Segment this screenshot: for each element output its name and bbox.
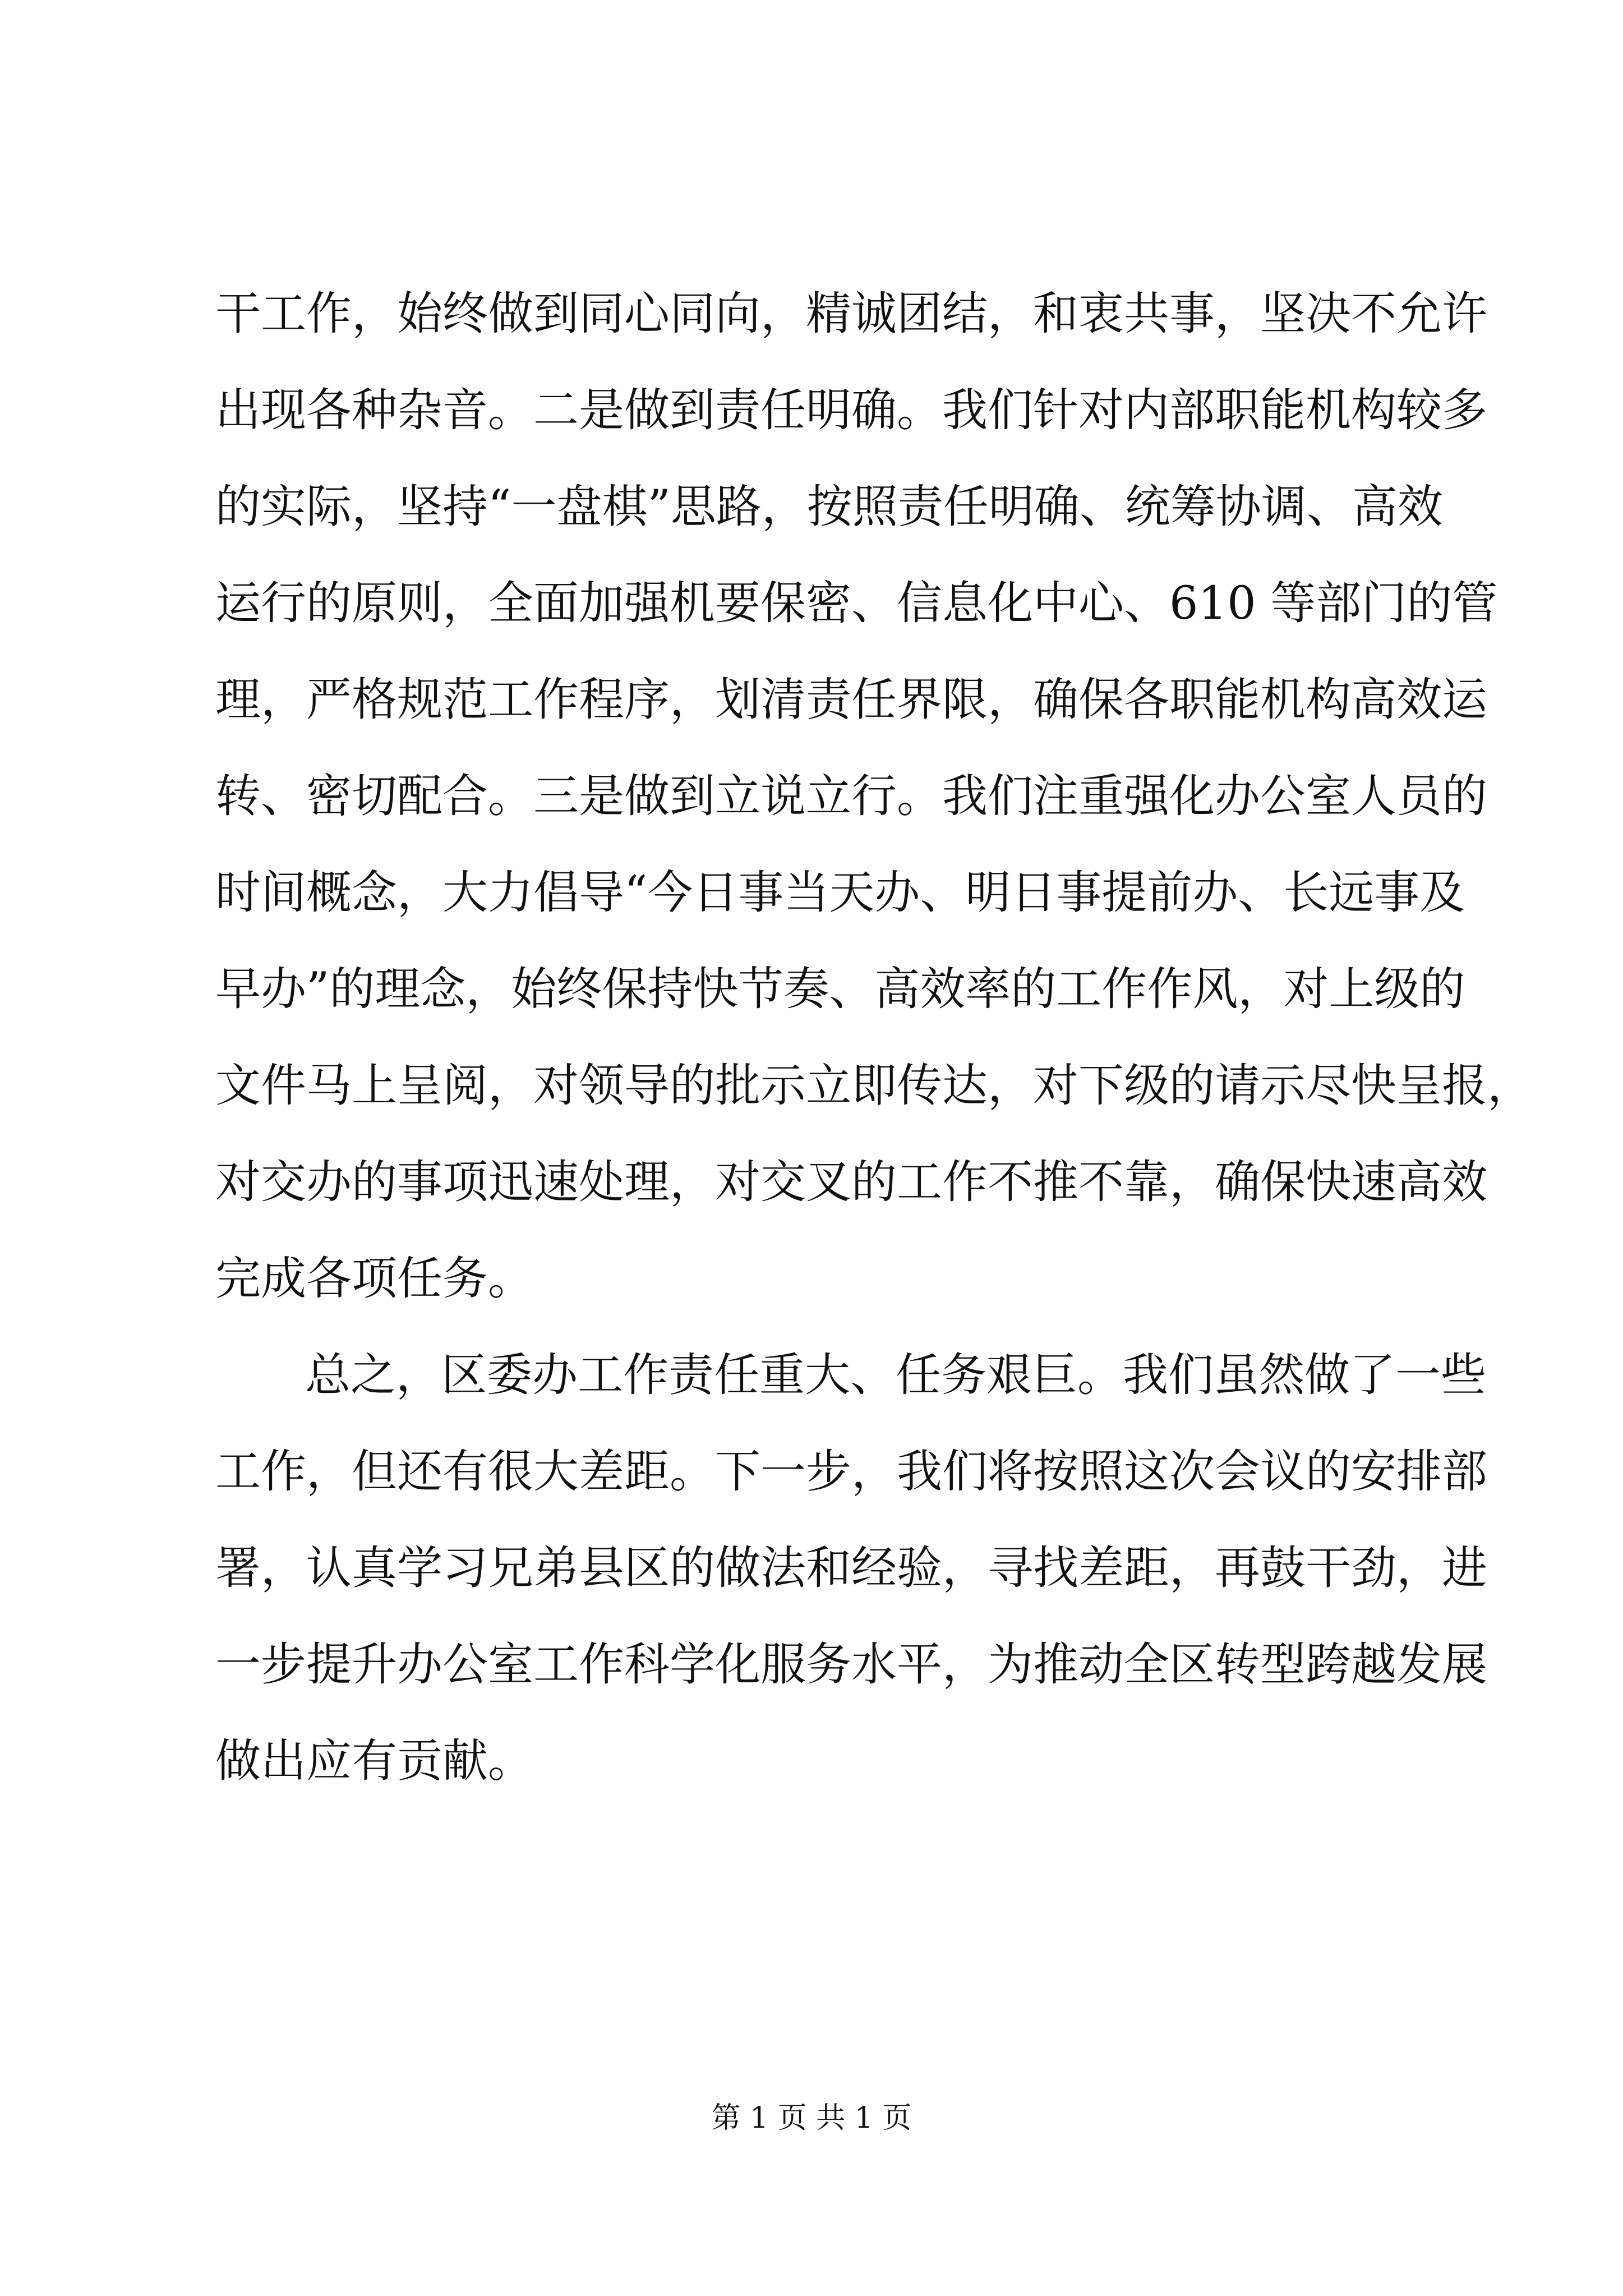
text-line: 出现各种杂音。二是做到责任明确。我们针对内部职能机构较多 (215, 384, 1488, 437)
text-line: 对交办的事项迅速处理，对交叉的工作不推不靠，确保快速高效 (215, 1156, 1488, 1209)
text-line: 文件马上呈阅，对领导的批示立即传达，对下级的请示尽快呈报， (215, 1060, 1533, 1112)
text-line: 一步提升办公室工作科学化服务水平，为推动全区转型跨越发展 (215, 1639, 1488, 1691)
text-line: 运行的原则，全面加强机要保密、信息化中心、610 等部门的管 (215, 577, 1498, 630)
text-line: 总之，区委办工作责任重大、任务艰巨。我们虽然做了一些 (305, 1349, 1487, 1402)
text-line: 早办”的理念，始终保持快节奏、高效率的工作作风，对上级的 (215, 963, 1465, 1016)
text-line: 理，严格规范工作程序，划清责任界限，确保各职能机构高效运 (215, 674, 1488, 726)
text-line: 的实际，坚持“一盘棋”思路，按照责任明确、统筹协调、高效 (215, 481, 1443, 533)
text-line: 做出应有贡献。 (215, 1735, 534, 1788)
text-line: 工作，但还有很大差距。下一步，我们将按照这次会议的安排部 (215, 1446, 1488, 1498)
document-body (215, 288, 1533, 1835)
text-line: 完成各项任务。 (215, 1253, 534, 1305)
page-footer: 第 1 页 共 1 页 (711, 2101, 912, 2135)
paragraph-1 (215, 288, 1533, 1305)
text-line: 转、密切配合。三是做到立说立行。我们注重强化办公室人员的 (215, 770, 1488, 823)
text-line: 署，认真学习兄弟县区的做法和经验，寻找差距，再鼓干劲，进 (215, 1542, 1488, 1595)
text-line: 干工作，始终做到同心同向，精诚团结，和衷共事，坚决不允许 (215, 288, 1488, 341)
paragraph-2 (215, 1349, 1488, 1788)
text-line: 时间概念，大力倡导“今日事当天办、明日事提前办、长远事及 (215, 867, 1465, 919)
